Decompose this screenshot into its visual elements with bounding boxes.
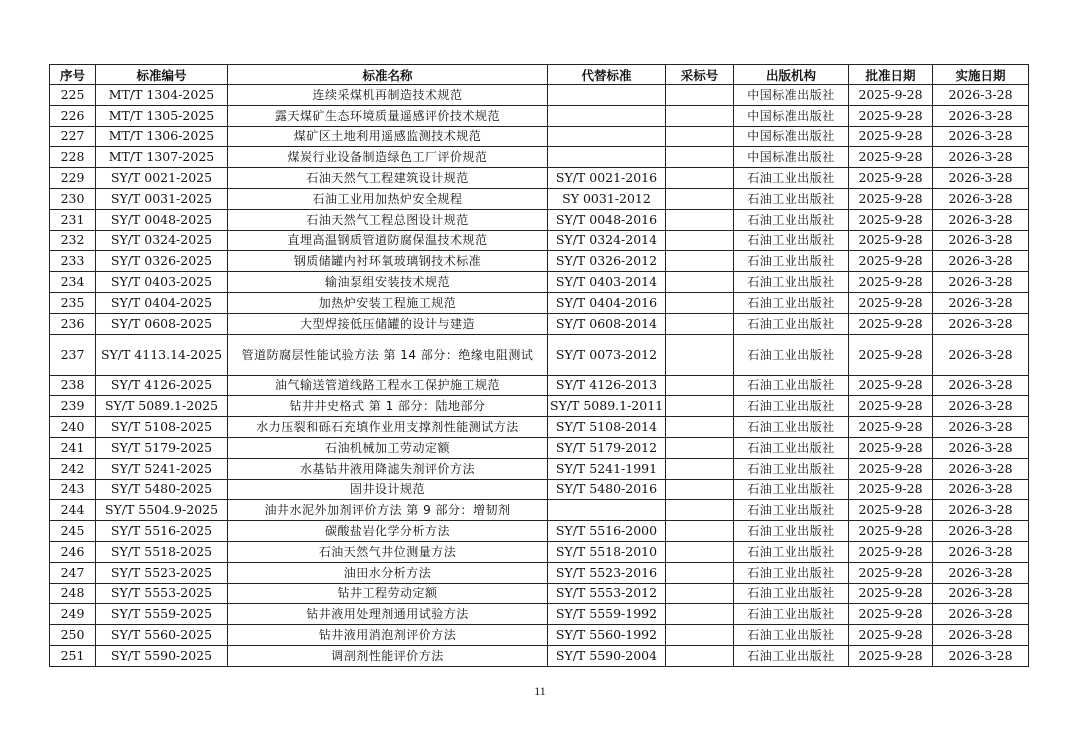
cell-name: 钻井液用处理剂通用试验方法 bbox=[228, 604, 548, 625]
cell-replaces: SY/T 5179-2012 bbox=[548, 437, 666, 458]
cell-publisher: 石油工业出版社 bbox=[734, 625, 849, 646]
cell-adopted bbox=[666, 105, 734, 126]
cell-name: 输油泵组安装技术规范 bbox=[228, 272, 548, 293]
cell-no: 248 bbox=[50, 583, 96, 604]
cell-approval-date: 2025-9-28 bbox=[849, 583, 933, 604]
cell-name: 石油天然气井位测量方法 bbox=[228, 541, 548, 562]
table-row bbox=[50, 292, 1029, 313]
cell-replaces: SY/T 5480-2016 bbox=[548, 479, 666, 500]
cell-replaces: SY/T 0403-2014 bbox=[548, 272, 666, 293]
cell-publisher: 石油工业出版社 bbox=[734, 334, 849, 375]
cell-name: 直埋高温钢质管道防腐保温技术规范 bbox=[228, 230, 548, 251]
cell-replaces bbox=[548, 500, 666, 521]
cell-effective-date: 2026-3-28 bbox=[933, 396, 1029, 417]
cell-replaces: SY/T 4126-2013 bbox=[548, 375, 666, 396]
cell-approval-date: 2025-9-28 bbox=[849, 147, 933, 168]
cell-effective-date: 2026-3-28 bbox=[933, 209, 1029, 230]
cell-no: 243 bbox=[50, 479, 96, 500]
cell-adopted bbox=[666, 313, 734, 334]
cell-code: SY/T 0326-2025 bbox=[96, 251, 228, 272]
cell-no: 244 bbox=[50, 500, 96, 521]
cell-name: 管道防腐层性能试验方法 第 14 部分：绝缘电阻测试 bbox=[228, 334, 548, 375]
cell-name: 油田水分析方法 bbox=[228, 562, 548, 583]
cell-no: 241 bbox=[50, 437, 96, 458]
table-row bbox=[50, 500, 1029, 521]
cell-name: 加热炉安装工程施工规范 bbox=[228, 292, 548, 313]
cell-publisher: 石油工业出版社 bbox=[734, 188, 849, 209]
cell-replaces: SY/T 0404-2016 bbox=[548, 292, 666, 313]
cell-name: 固井设计规范 bbox=[228, 479, 548, 500]
cell-approval-date: 2025-9-28 bbox=[849, 168, 933, 189]
table-row bbox=[50, 85, 1029, 106]
cell-name: 钢质储罐内衬环氧玻璃钢技术标准 bbox=[228, 251, 548, 272]
standards-table bbox=[49, 64, 1029, 667]
cell-effective-date: 2026-3-28 bbox=[933, 188, 1029, 209]
table-row bbox=[50, 209, 1029, 230]
cell-effective-date: 2026-3-28 bbox=[933, 604, 1029, 625]
cell-no: 251 bbox=[50, 645, 96, 666]
cell-publisher: 石油工业出版社 bbox=[734, 604, 849, 625]
cell-adopted bbox=[666, 625, 734, 646]
cell-code: SY/T 5518-2025 bbox=[96, 541, 228, 562]
cell-code: SY/T 0403-2025 bbox=[96, 272, 228, 293]
cell-no: 247 bbox=[50, 562, 96, 583]
cell-code: MT/T 1307-2025 bbox=[96, 147, 228, 168]
cell-replaces bbox=[548, 126, 666, 147]
cell-adopted bbox=[666, 188, 734, 209]
table-row bbox=[50, 272, 1029, 293]
table-row bbox=[50, 168, 1029, 189]
cell-adopted bbox=[666, 209, 734, 230]
cell-effective-date: 2026-3-28 bbox=[933, 334, 1029, 375]
cell-approval-date: 2025-9-28 bbox=[849, 313, 933, 334]
cell-code: SY/T 5089.1-2025 bbox=[96, 396, 228, 417]
cell-effective-date: 2026-3-28 bbox=[933, 168, 1029, 189]
cell-effective-date: 2026-3-28 bbox=[933, 313, 1029, 334]
table-row bbox=[50, 251, 1029, 272]
cell-name: 钻井液用消泡剂评价方法 bbox=[228, 625, 548, 646]
cell-approval-date: 2025-9-28 bbox=[849, 126, 933, 147]
table-row bbox=[50, 625, 1029, 646]
cell-replaces: SY/T 5108-2014 bbox=[548, 417, 666, 438]
table-row bbox=[50, 188, 1029, 209]
cell-code: MT/T 1304-2025 bbox=[96, 85, 228, 106]
cell-no: 229 bbox=[50, 168, 96, 189]
cell-adopted bbox=[666, 85, 734, 106]
cell-replaces bbox=[548, 147, 666, 168]
cell-effective-date: 2026-3-28 bbox=[933, 272, 1029, 293]
cell-publisher: 石油工业出版社 bbox=[734, 417, 849, 438]
cell-no: 239 bbox=[50, 396, 96, 417]
cell-name: 油井水泥外加剂评价方法 第 9 部分：增韧剂 bbox=[228, 500, 548, 521]
cell-approval-date: 2025-9-28 bbox=[849, 541, 933, 562]
cell-no: 246 bbox=[50, 541, 96, 562]
cell-adopted bbox=[666, 604, 734, 625]
cell-effective-date: 2026-3-28 bbox=[933, 417, 1029, 438]
cell-code: SY/T 0048-2025 bbox=[96, 209, 228, 230]
cell-approval-date: 2025-9-28 bbox=[849, 437, 933, 458]
cell-publisher: 石油工业出版社 bbox=[734, 500, 849, 521]
table-body bbox=[50, 85, 1029, 667]
cell-adopted bbox=[666, 272, 734, 293]
cell-adopted bbox=[666, 583, 734, 604]
cell-replaces: SY/T 0324-2014 bbox=[548, 230, 666, 251]
cell-no: 232 bbox=[50, 230, 96, 251]
cell-name: 水基钻井液用降滤失剂评价方法 bbox=[228, 458, 548, 479]
cell-code: SY/T 5179-2025 bbox=[96, 437, 228, 458]
cell-no: 228 bbox=[50, 147, 96, 168]
cell-no: 245 bbox=[50, 521, 96, 542]
cell-replaces: SY/T 0021-2016 bbox=[548, 168, 666, 189]
header-approval-date: 批准日期 bbox=[849, 65, 933, 85]
cell-publisher: 中国标准出版社 bbox=[734, 126, 849, 147]
cell-replaces: SY/T 5553-2012 bbox=[548, 583, 666, 604]
cell-no: 231 bbox=[50, 209, 96, 230]
cell-publisher: 中国标准出版社 bbox=[734, 105, 849, 126]
cell-effective-date: 2026-3-28 bbox=[933, 583, 1029, 604]
cell-publisher: 石油工业出版社 bbox=[734, 479, 849, 500]
cell-effective-date: 2026-3-28 bbox=[933, 500, 1029, 521]
cell-adopted bbox=[666, 230, 734, 251]
cell-publisher: 石油工业出版社 bbox=[734, 437, 849, 458]
cell-adopted bbox=[666, 541, 734, 562]
cell-approval-date: 2025-9-28 bbox=[849, 334, 933, 375]
cell-replaces: SY/T 0608-2014 bbox=[548, 313, 666, 334]
table-row bbox=[50, 583, 1029, 604]
cell-approval-date: 2025-9-28 bbox=[849, 272, 933, 293]
cell-adopted bbox=[666, 126, 734, 147]
cell-adopted bbox=[666, 334, 734, 375]
cell-name: 煤炭行业设备制造绿色工厂评价规范 bbox=[228, 147, 548, 168]
cell-name: 钻井井史格式 第 1 部分：陆地部分 bbox=[228, 396, 548, 417]
cell-approval-date: 2025-9-28 bbox=[849, 209, 933, 230]
cell-publisher: 石油工业出版社 bbox=[734, 292, 849, 313]
cell-name: 调剖剂性能评价方法 bbox=[228, 645, 548, 666]
cell-no: 237 bbox=[50, 334, 96, 375]
table-row bbox=[50, 334, 1029, 375]
cell-code: SY/T 0031-2025 bbox=[96, 188, 228, 209]
cell-adopted bbox=[666, 458, 734, 479]
cell-publisher: 石油工业出版社 bbox=[734, 251, 849, 272]
cell-code: SY/T 5560-2025 bbox=[96, 625, 228, 646]
cell-approval-date: 2025-9-28 bbox=[849, 375, 933, 396]
cell-replaces bbox=[548, 105, 666, 126]
table-row bbox=[50, 604, 1029, 625]
cell-effective-date: 2026-3-28 bbox=[933, 292, 1029, 313]
cell-approval-date: 2025-9-28 bbox=[849, 188, 933, 209]
cell-code: SY/T 5516-2025 bbox=[96, 521, 228, 542]
table-row bbox=[50, 562, 1029, 583]
cell-code: SY/T 5523-2025 bbox=[96, 562, 228, 583]
cell-replaces bbox=[548, 85, 666, 106]
cell-replaces: SY/T 5590-2004 bbox=[548, 645, 666, 666]
cell-no: 238 bbox=[50, 375, 96, 396]
header-effective-date: 实施日期 bbox=[933, 65, 1029, 85]
cell-replaces: SY/T 5516-2000 bbox=[548, 521, 666, 542]
cell-code: MT/T 1305-2025 bbox=[96, 105, 228, 126]
cell-no: 249 bbox=[50, 604, 96, 625]
cell-approval-date: 2025-9-28 bbox=[849, 85, 933, 106]
cell-no: 226 bbox=[50, 105, 96, 126]
cell-publisher: 中国标准出版社 bbox=[734, 147, 849, 168]
table-row bbox=[50, 437, 1029, 458]
cell-effective-date: 2026-3-28 bbox=[933, 625, 1029, 646]
cell-name: 石油工业用加热炉安全规程 bbox=[228, 188, 548, 209]
cell-effective-date: 2026-3-28 bbox=[933, 562, 1029, 583]
cell-replaces: SY 0031-2012 bbox=[548, 188, 666, 209]
cell-approval-date: 2025-9-28 bbox=[849, 396, 933, 417]
cell-approval-date: 2025-9-28 bbox=[849, 562, 933, 583]
cell-effective-date: 2026-3-28 bbox=[933, 375, 1029, 396]
cell-effective-date: 2026-3-28 bbox=[933, 437, 1029, 458]
header-code: 标准编号 bbox=[96, 65, 228, 85]
cell-publisher: 石油工业出版社 bbox=[734, 458, 849, 479]
cell-replaces: SY/T 5089.1-2011 bbox=[548, 396, 666, 417]
cell-name: 水力压裂和砾石充填作业用支撑剂性能测试方法 bbox=[228, 417, 548, 438]
cell-publisher: 石油工业出版社 bbox=[734, 562, 849, 583]
cell-publisher: 石油工业出版社 bbox=[734, 272, 849, 293]
table-row bbox=[50, 521, 1029, 542]
cell-replaces: SY/T 5518-2010 bbox=[548, 541, 666, 562]
cell-approval-date: 2025-9-28 bbox=[849, 458, 933, 479]
cell-code: SY/T 5504.9-2025 bbox=[96, 500, 228, 521]
table-row bbox=[50, 417, 1029, 438]
cell-no: 250 bbox=[50, 625, 96, 646]
cell-approval-date: 2025-9-28 bbox=[849, 500, 933, 521]
cell-effective-date: 2026-3-28 bbox=[933, 126, 1029, 147]
cell-adopted bbox=[666, 396, 734, 417]
cell-effective-date: 2026-3-28 bbox=[933, 85, 1029, 106]
cell-approval-date: 2025-9-28 bbox=[849, 417, 933, 438]
cell-publisher: 石油工业出版社 bbox=[734, 583, 849, 604]
table-row bbox=[50, 458, 1029, 479]
cell-name: 大型焊接低压储罐的设计与建造 bbox=[228, 313, 548, 334]
table-row bbox=[50, 479, 1029, 500]
cell-approval-date: 2025-9-28 bbox=[849, 230, 933, 251]
header-name: 标准名称 bbox=[228, 65, 548, 85]
cell-code: SY/T 0324-2025 bbox=[96, 230, 228, 251]
cell-approval-date: 2025-9-28 bbox=[849, 521, 933, 542]
cell-approval-date: 2025-9-28 bbox=[849, 604, 933, 625]
table-row bbox=[50, 375, 1029, 396]
cell-publisher: 石油工业出版社 bbox=[734, 168, 849, 189]
header-publisher: 出版机构 bbox=[734, 65, 849, 85]
table-row bbox=[50, 645, 1029, 666]
cell-adopted bbox=[666, 437, 734, 458]
cell-code: MT/T 1306-2025 bbox=[96, 126, 228, 147]
cell-code: SY/T 0404-2025 bbox=[96, 292, 228, 313]
table-row bbox=[50, 230, 1029, 251]
cell-publisher: 中国标准出版社 bbox=[734, 85, 849, 106]
cell-no: 225 bbox=[50, 85, 96, 106]
cell-adopted bbox=[666, 168, 734, 189]
cell-approval-date: 2025-9-28 bbox=[849, 479, 933, 500]
cell-name: 连续采煤机再制造技术规范 bbox=[228, 85, 548, 106]
cell-code: SY/T 5559-2025 bbox=[96, 604, 228, 625]
header-replaces: 代替标准 bbox=[548, 65, 666, 85]
cell-replaces: SY/T 5523-2016 bbox=[548, 562, 666, 583]
cell-adopted bbox=[666, 645, 734, 666]
cell-effective-date: 2026-3-28 bbox=[933, 479, 1029, 500]
cell-no: 234 bbox=[50, 272, 96, 293]
cell-replaces: SY/T 5241-1991 bbox=[548, 458, 666, 479]
table-row bbox=[50, 541, 1029, 562]
cell-adopted bbox=[666, 251, 734, 272]
cell-approval-date: 2025-9-28 bbox=[849, 105, 933, 126]
table-row bbox=[50, 105, 1029, 126]
cell-name: 油气输送管道线路工程水工保护施工规范 bbox=[228, 375, 548, 396]
cell-code: SY/T 5553-2025 bbox=[96, 583, 228, 604]
cell-publisher: 石油工业出版社 bbox=[734, 375, 849, 396]
cell-adopted bbox=[666, 292, 734, 313]
cell-publisher: 石油工业出版社 bbox=[734, 209, 849, 230]
cell-effective-date: 2026-3-28 bbox=[933, 105, 1029, 126]
cell-replaces: SY/T 0048-2016 bbox=[548, 209, 666, 230]
cell-adopted bbox=[666, 147, 734, 168]
cell-code: SY/T 4126-2025 bbox=[96, 375, 228, 396]
cell-replaces: SY/T 5559-1992 bbox=[548, 604, 666, 625]
cell-adopted bbox=[666, 417, 734, 438]
cell-name: 石油天然气工程总图设计规范 bbox=[228, 209, 548, 230]
table-row bbox=[50, 147, 1029, 168]
cell-effective-date: 2026-3-28 bbox=[933, 230, 1029, 251]
cell-adopted bbox=[666, 521, 734, 542]
cell-effective-date: 2026-3-28 bbox=[933, 521, 1029, 542]
cell-no: 235 bbox=[50, 292, 96, 313]
cell-code: SY/T 5590-2025 bbox=[96, 645, 228, 666]
cell-adopted bbox=[666, 479, 734, 500]
cell-publisher: 石油工业出版社 bbox=[734, 541, 849, 562]
table-row bbox=[50, 396, 1029, 417]
cell-no: 227 bbox=[50, 126, 96, 147]
cell-effective-date: 2026-3-28 bbox=[933, 458, 1029, 479]
cell-approval-date: 2025-9-28 bbox=[849, 645, 933, 666]
cell-approval-date: 2025-9-28 bbox=[849, 625, 933, 646]
page-number: 11 bbox=[534, 684, 546, 698]
header-adopted: 采标号 bbox=[666, 65, 734, 85]
cell-name: 钻井工程劳动定额 bbox=[228, 583, 548, 604]
cell-replaces: SY/T 0326-2012 bbox=[548, 251, 666, 272]
cell-approval-date: 2025-9-28 bbox=[849, 292, 933, 313]
cell-name: 石油机械加工劳动定额 bbox=[228, 437, 548, 458]
cell-adopted bbox=[666, 375, 734, 396]
header-no: 序号 bbox=[50, 65, 96, 85]
table-row bbox=[50, 313, 1029, 334]
cell-no: 236 bbox=[50, 313, 96, 334]
cell-effective-date: 2026-3-28 bbox=[933, 541, 1029, 562]
cell-code: SY/T 0608-2025 bbox=[96, 313, 228, 334]
cell-name: 碳酸盐岩化学分析方法 bbox=[228, 521, 548, 542]
cell-effective-date: 2026-3-28 bbox=[933, 147, 1029, 168]
cell-name: 露天煤矿生态环境质量遥感评价技术规范 bbox=[228, 105, 548, 126]
cell-name: 煤矿区土地利用遥感监测技术规范 bbox=[228, 126, 548, 147]
table-row bbox=[50, 126, 1029, 147]
cell-publisher: 石油工业出版社 bbox=[734, 521, 849, 542]
cell-code: SY/T 5108-2025 bbox=[96, 417, 228, 438]
cell-code: SY/T 0021-2025 bbox=[96, 168, 228, 189]
cell-no: 240 bbox=[50, 417, 96, 438]
cell-replaces: SY/T 5560-1992 bbox=[548, 625, 666, 646]
cell-publisher: 石油工业出版社 bbox=[734, 396, 849, 417]
cell-adopted bbox=[666, 562, 734, 583]
cell-adopted bbox=[666, 500, 734, 521]
cell-publisher: 石油工业出版社 bbox=[734, 230, 849, 251]
cell-code: SY/T 4113.14-2025 bbox=[96, 334, 228, 375]
cell-no: 230 bbox=[50, 188, 96, 209]
cell-no: 242 bbox=[50, 458, 96, 479]
cell-approval-date: 2025-9-28 bbox=[849, 251, 933, 272]
cell-code: SY/T 5480-2025 bbox=[96, 479, 228, 500]
cell-no: 233 bbox=[50, 251, 96, 272]
cell-name: 石油天然气工程建筑设计规范 bbox=[228, 168, 548, 189]
cell-publisher: 石油工业出版社 bbox=[734, 313, 849, 334]
cell-replaces: SY/T 0073-2012 bbox=[548, 334, 666, 375]
cell-code: SY/T 5241-2025 bbox=[96, 458, 228, 479]
cell-effective-date: 2026-3-28 bbox=[933, 251, 1029, 272]
table-header-row bbox=[50, 65, 1029, 85]
cell-effective-date: 2026-3-28 bbox=[933, 645, 1029, 666]
cell-publisher: 石油工业出版社 bbox=[734, 645, 849, 666]
